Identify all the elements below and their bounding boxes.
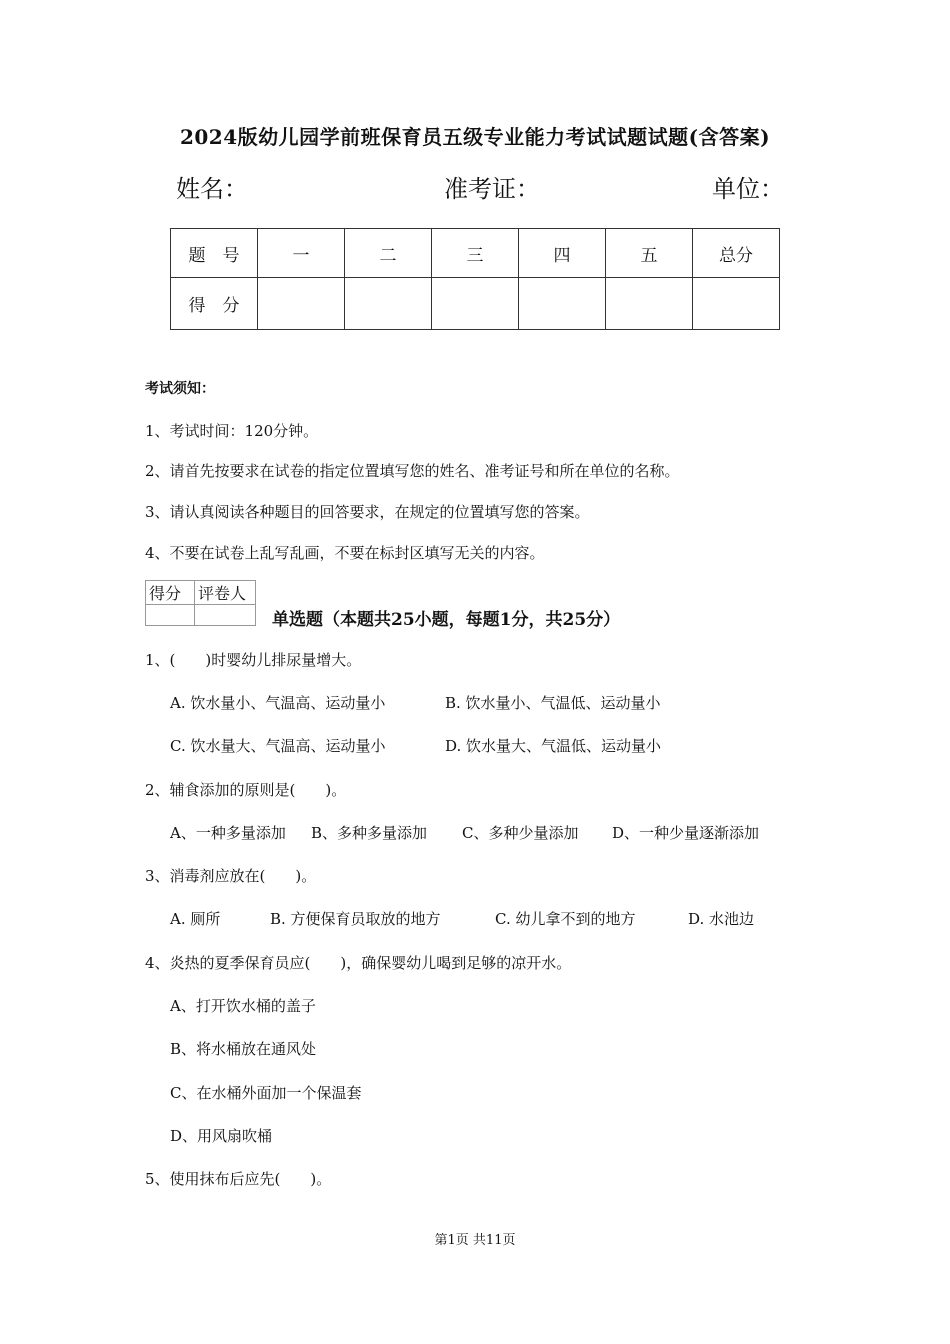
notice-item: 4、不要在试卷上乱写乱画，不要在标封区填写无关的内容。 <box>145 544 545 562</box>
notice-item: 3、请认真阅读各种题目的回答要求，在规定的位置填写您的答案。 <box>145 503 590 521</box>
question-stem: 4、炎热的夏季保育员应( )，确保婴幼儿喝到足够的凉开水。 <box>145 954 572 972</box>
question-option: C. 幼儿拿不到的地方 <box>495 910 636 928</box>
grader-reviewer-label: 评卷人 <box>195 581 256 605</box>
score-cell[interactable] <box>606 278 693 330</box>
score-cell[interactable] <box>693 278 780 330</box>
question-option: C、在水桶外面加一个保温套 <box>170 1084 362 1102</box>
score-table-header-cell: 总分 <box>693 229 780 278</box>
score-table-header-cell: 题 号 <box>171 229 258 278</box>
score-table-header-row <box>171 229 780 278</box>
score-table-header-cell: 二 <box>345 229 432 278</box>
score-table-score-row <box>171 278 780 330</box>
page-footer: 第1页 共11页 <box>434 1233 516 1248</box>
document-title: 2024版幼儿园学前班保育员五级专业能力考试试题试题(含答案) <box>179 125 771 149</box>
grader-reviewer-cell[interactable] <box>195 605 256 626</box>
question-stem: 2、辅食添加的原则是( )。 <box>145 781 347 799</box>
score-table-header-cell: 三 <box>432 229 519 278</box>
score-cell[interactable] <box>258 278 345 330</box>
grader-box <box>145 580 256 626</box>
question-option: B、将水桶放在通风处 <box>170 1040 317 1058</box>
question-stem: 5、使用抹布后应先( )。 <box>145 1170 332 1188</box>
question-stem: 3、消毒剂应放在( )。 <box>145 867 317 885</box>
question-option: A. 厕所 <box>170 910 221 928</box>
question-option: C、多种少量添加 <box>462 824 579 842</box>
grader-score-cell[interactable] <box>146 605 195 626</box>
score-table <box>170 228 780 330</box>
name-field-label: 姓名： <box>176 175 248 203</box>
notice-item: 2、请首先按要求在试卷的指定位置填写您的姓名、准考证号和所在单位的名称。 <box>145 462 680 480</box>
score-table-row-label: 得 分 <box>171 278 258 330</box>
question-option: B、多种多量添加 <box>311 824 428 842</box>
question-option: C. 饮水量大、气温高、运动量小 <box>170 737 386 755</box>
score-cell[interactable] <box>432 278 519 330</box>
question-option: D、用风扇吹桶 <box>170 1127 273 1145</box>
exam-number-field-label: 准考证： <box>444 175 540 203</box>
question-option: D、一种少量逐渐添加 <box>612 824 760 842</box>
notice-title: 考试须知： <box>145 381 215 397</box>
question-option: B. 饮水量小、气温低、运动量小 <box>445 694 661 712</box>
score-table-header-cell: 一 <box>258 229 345 278</box>
question-stem: 1、( )时婴幼儿排尿量增大。 <box>145 651 362 669</box>
grader-score-label: 得分 <box>146 581 195 605</box>
question-option: A、一种多量添加 <box>170 824 286 842</box>
score-cell[interactable] <box>519 278 606 330</box>
section-title: 单选题（本题共25小题，每题1分，共25分） <box>272 610 621 630</box>
question-option: B. 方便保育员取放的地方 <box>270 910 441 928</box>
question-option: D. 水池边 <box>688 910 755 928</box>
score-table-header-cell: 五 <box>606 229 693 278</box>
score-table-header-cell: 四 <box>519 229 606 278</box>
unit-field-label: 单位： <box>712 175 784 203</box>
question-option: A、打开饮水桶的盖子 <box>170 997 316 1015</box>
question-option: A. 饮水量小、气温高、运动量小 <box>170 694 386 712</box>
score-cell[interactable] <box>345 278 432 330</box>
notice-item: 1、考试时间：120分钟。 <box>145 422 319 440</box>
question-option: D. 饮水量大、气温低、运动量小 <box>445 737 662 755</box>
